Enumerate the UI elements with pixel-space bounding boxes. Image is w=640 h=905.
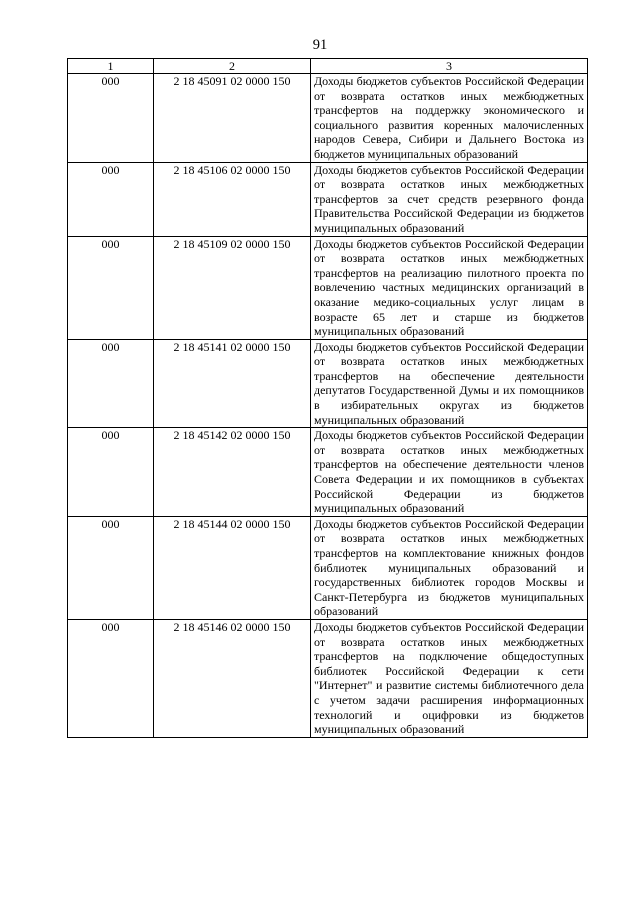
table-row [68, 162, 588, 236]
table-row [68, 74, 588, 163]
admin-code-cell: 000 [68, 162, 154, 236]
kbk-code-cell: 2 18 45091 02 0000 150 [154, 74, 311, 163]
table-row [68, 339, 588, 428]
kbk-code-cell: 2 18 45144 02 0000 150 [154, 516, 311, 619]
table-header-row [68, 59, 588, 74]
admin-code-cell: 000 [68, 619, 154, 737]
description-cell: Доходы бюджетов субъектов Российской Федерации от возврата остатков иных межбюджетных трансфертов за счет средств резервного фонда Правительства Российской Федерации из бюджетов муниципальных образований [311, 162, 588, 236]
page-number: 91 [312, 37, 328, 53]
description-cell: Доходы бюджетов субъектов Российской Федерации от возврата остатков иных межбюджетных трансфертов на комплектование книжных фондов библиотек муниципальных образований и государственных библиотек городов Москвы и Санкт-Петербурга из бюджетов муниципальных образований [311, 516, 588, 619]
kbk-code-cell: 2 18 45106 02 0000 150 [154, 162, 311, 236]
admin-code-cell: 000 [68, 236, 154, 339]
description-cell: Доходы бюджетов субъектов Российской Федерации от возврата остатков иных межбюджетных трансфертов на реализацию пилотного проекта по вовлечению частных медицинских организаций в оказание медико-социальных услуг лицам в возрасте 65 лет и старше из бюджетов муниципальных образований [311, 236, 588, 339]
kbk-code-cell: 2 18 45142 02 0000 150 [154, 428, 311, 517]
budget-revenue-table [67, 58, 588, 738]
table-row [68, 516, 588, 619]
description-cell: Доходы бюджетов субъектов Российской Федерации от возврата остатков иных межбюджетных трансфертов на обеспечение деятельности членов Совета Федерации и их помощников в субъектах Российской Федерации из бюджетов муниципальных образований [311, 428, 588, 517]
admin-code-cell: 000 [68, 74, 154, 163]
column-header-3: 3 [311, 59, 588, 74]
admin-code-cell: 000 [68, 339, 154, 428]
table-row [68, 236, 588, 339]
description-cell: Доходы бюджетов субъектов Российской Федерации от возврата остатков иных межбюджетных трансфертов на поддержку экономического и социального развития коренных малочисленных народов Севера, Сибири и Дальнего Востока из бюджетов муниципальных образований [311, 74, 588, 163]
kbk-code-cell: 2 18 45141 02 0000 150 [154, 339, 311, 428]
column-header-1: 1 [68, 59, 154, 74]
admin-code-cell: 000 [68, 516, 154, 619]
description-cell: Доходы бюджетов субъектов Российской Федерации от возврата остатков иных межбюджетных трансфертов на обеспечение деятельности депутатов Государственной Думы и их помощников в избирательных округах из бюджетов муниципальных образований [311, 339, 588, 428]
kbk-code-cell: 2 18 45146 02 0000 150 [154, 619, 311, 737]
admin-code-cell: 000 [68, 428, 154, 517]
table-row [68, 428, 588, 517]
kbk-code-cell: 2 18 45109 02 0000 150 [154, 236, 311, 339]
table-row [68, 619, 588, 737]
column-header-2: 2 [154, 59, 311, 74]
description-cell: Доходы бюджетов субъектов Российской Федерации от возврата остатков иных межбюджетных трансфертов на подключение общедоступных библиотек Российской Федерации к сети "Интернет" и развитие системы библиотечного дела с учетом задачи расширения информационных технологий и оцифровки из бюджетов муниципальных образований [311, 619, 588, 737]
